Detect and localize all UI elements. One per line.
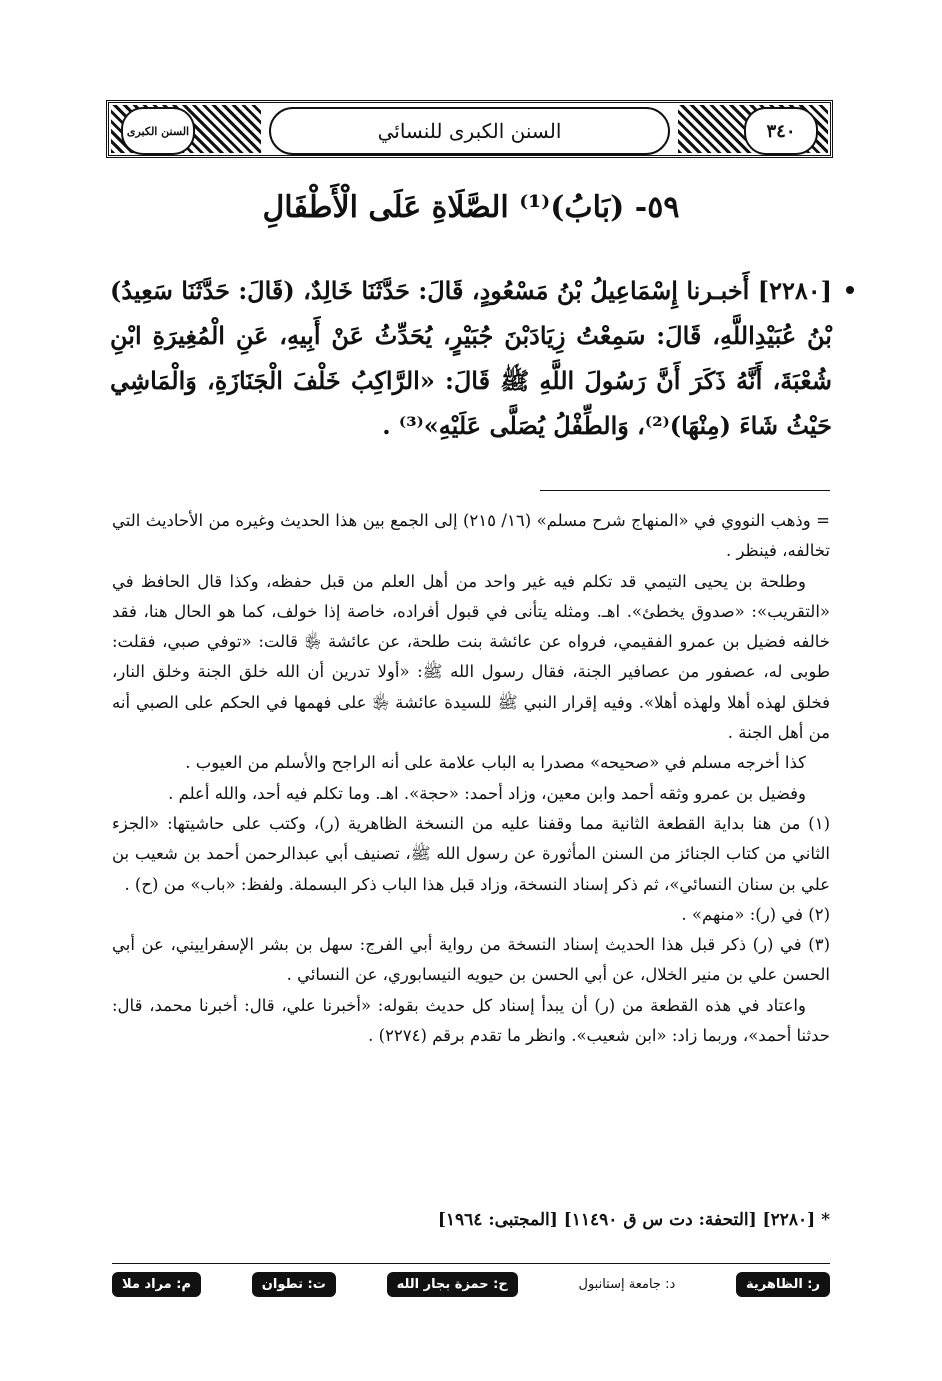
footnote-2: (٢) في (ر): «منهم» . bbox=[681, 904, 830, 924]
chapter-title: ٥٩- (بَابُ)⁽¹⁾ الصَّلَاةِ عَلَى الْأَطْفَالِ bbox=[262, 190, 680, 225]
badge-h: ح: حمزة بجار الله bbox=[387, 1272, 518, 1297]
takhrij-line: * [٢٢٨٠] [التحفة: دت س ق ١١٤٩٠] [المجتبى: ١٩٦٤] bbox=[437, 1210, 830, 1230]
footnote-paragraph: كذا أخرجه مسلم في «صحيحه» مصدرا به الباب علامة على أنه الراجح والأسلم من العيوب . bbox=[185, 753, 806, 773]
badge-r: ر: الظاهرية bbox=[736, 1272, 830, 1297]
manuscript-legend bbox=[112, 1272, 830, 1297]
book-logo: السنن الكبرى bbox=[121, 107, 195, 155]
footnote-paragraph: وطلحة بن يحيى التيمي قد تكلم فيه غير واحد من أهل العلم من قبل حفظه، وكذا قال الحافظ في «التقريب»: «صدوق يخطئ». اهـ. ومثله يتأنى في قبول أفراده، خاصة إذا خولف، كما هو الحال هنا، فقد خالفه فضيل بن عمرو الفقيمي، فرواه عن عائشة بنت طلحة، عن عائشة ﵂ قالت: «توفي صبي، فقلت: طوبى له، عصفور من عصافير الجنة، فقال رسول الله ﷺ: «أولا تدرين أن الله خلق الجنة وخلق النار، فخلق لهذه أهلا ولهذه أهلا». وفيه إقرار النبي ﷺ للسيدة عائشة ﵂ على فهمها في الحكم على الصبي أنه من أهل الجنة . bbox=[112, 571, 830, 743]
footnote-1: (١) من هنا بداية القطعة الثانية مما وقفنا عليه من النسخة الظاهرية (ر)، وكتب على حاشيتها: «الجزء الثاني من كتاب الجنائز من السنن المأثورة عن رسول الله ﷺ، تصنيف أبي عبدالرحمن أحمد بن شعيب بن علي بن سنان النسائي»، ثم ذكر إسناد النسخة، وزاد قبل هذا الباب ذكر البسملة. ولفظ: «باب» من (ح) . bbox=[112, 813, 830, 894]
footnote-separator bbox=[540, 490, 830, 491]
hadith-text: [٢٢٨٠] أَخبـرنا إِسْمَاعِيلُ بْنُ مَسْعُودٍ، قَالَ: حَدَّثَنَا خَالِدٌ، (قَالَ: حَدَّثَنَا سَعِيدُ) بْنُ عُبَيْدِاللَّهِ، قَالَ: سَمِعْتُ زِيَادَبْنَ جُبَيْرٍ، يُحَدِّثُ عَنْ أَبِيهِ، عَنِ الْمُغِيرَةِ ابْنِ شُعْبَةَ، أَنَّهُ ذَكَرَ أَنَّ رَسُولَ اللَّهِ ﷺ قَالَ: «الرَّاكِبُ خَلْفَ الْجَنَازَةِ، وَالْمَاشِي حَيْثُ شَاءَ (مِنْهَا)⁽²⁾، وَالطِّفْلُ يُصَلَّى عَلَيْهِ»⁽³⁾ . bbox=[110, 276, 832, 440]
footnote-paragraph: وفضيل بن عمرو وثقه أحمد وابن معين، وزاد أحمد: «حجة». اهـ. وما تكلم فيه أحد، والله أعلم . bbox=[168, 783, 806, 803]
footer-rule bbox=[112, 1263, 830, 1264]
footnote-continued: = وذهب النووي في «المنهاج شرح مسلم» (١٦/ ٢١٥) إلى الجمع بين هذا الحديث وغيره من الأحاديث التي تخالفه، فينظر . bbox=[112, 511, 830, 561]
footnotes bbox=[112, 506, 830, 1051]
page-header-frame bbox=[106, 100, 833, 158]
running-title: السنن الكبرى للنسائي bbox=[269, 107, 670, 155]
page-number: ٣٤٠ bbox=[744, 107, 818, 155]
badge-m: م: مراد ملا bbox=[112, 1272, 201, 1297]
badge-d: د: جامعة إستانبول bbox=[578, 1277, 676, 1292]
badge-t: ت: تطوان bbox=[252, 1272, 336, 1297]
footnote-paragraph: واعتاد في هذه القطعة من (ر) أن يبدأ إسناد كل حديث بقوله: «أخبرنا علي، قال: أخبرنا محمد، قال: حدثنا أحمد»، وربما زاد: «ابن شعيب». وانظر ما تقدم برقم (٢٢٧٤) . bbox=[112, 995, 830, 1046]
hadith-text-block bbox=[110, 268, 832, 448]
footnote-3: (٣) في (ر) ذكر قبل هذا الحديث إسناد النسخة من رواية أبي الفرج: سهل بن بشر الإسفراييني، عن أبي الحسن علي بن منير الخلال، عن أبي الحسن بن حيويه النيسابوري، عن النسائي . bbox=[112, 935, 830, 985]
bullet-icon bbox=[846, 286, 854, 294]
